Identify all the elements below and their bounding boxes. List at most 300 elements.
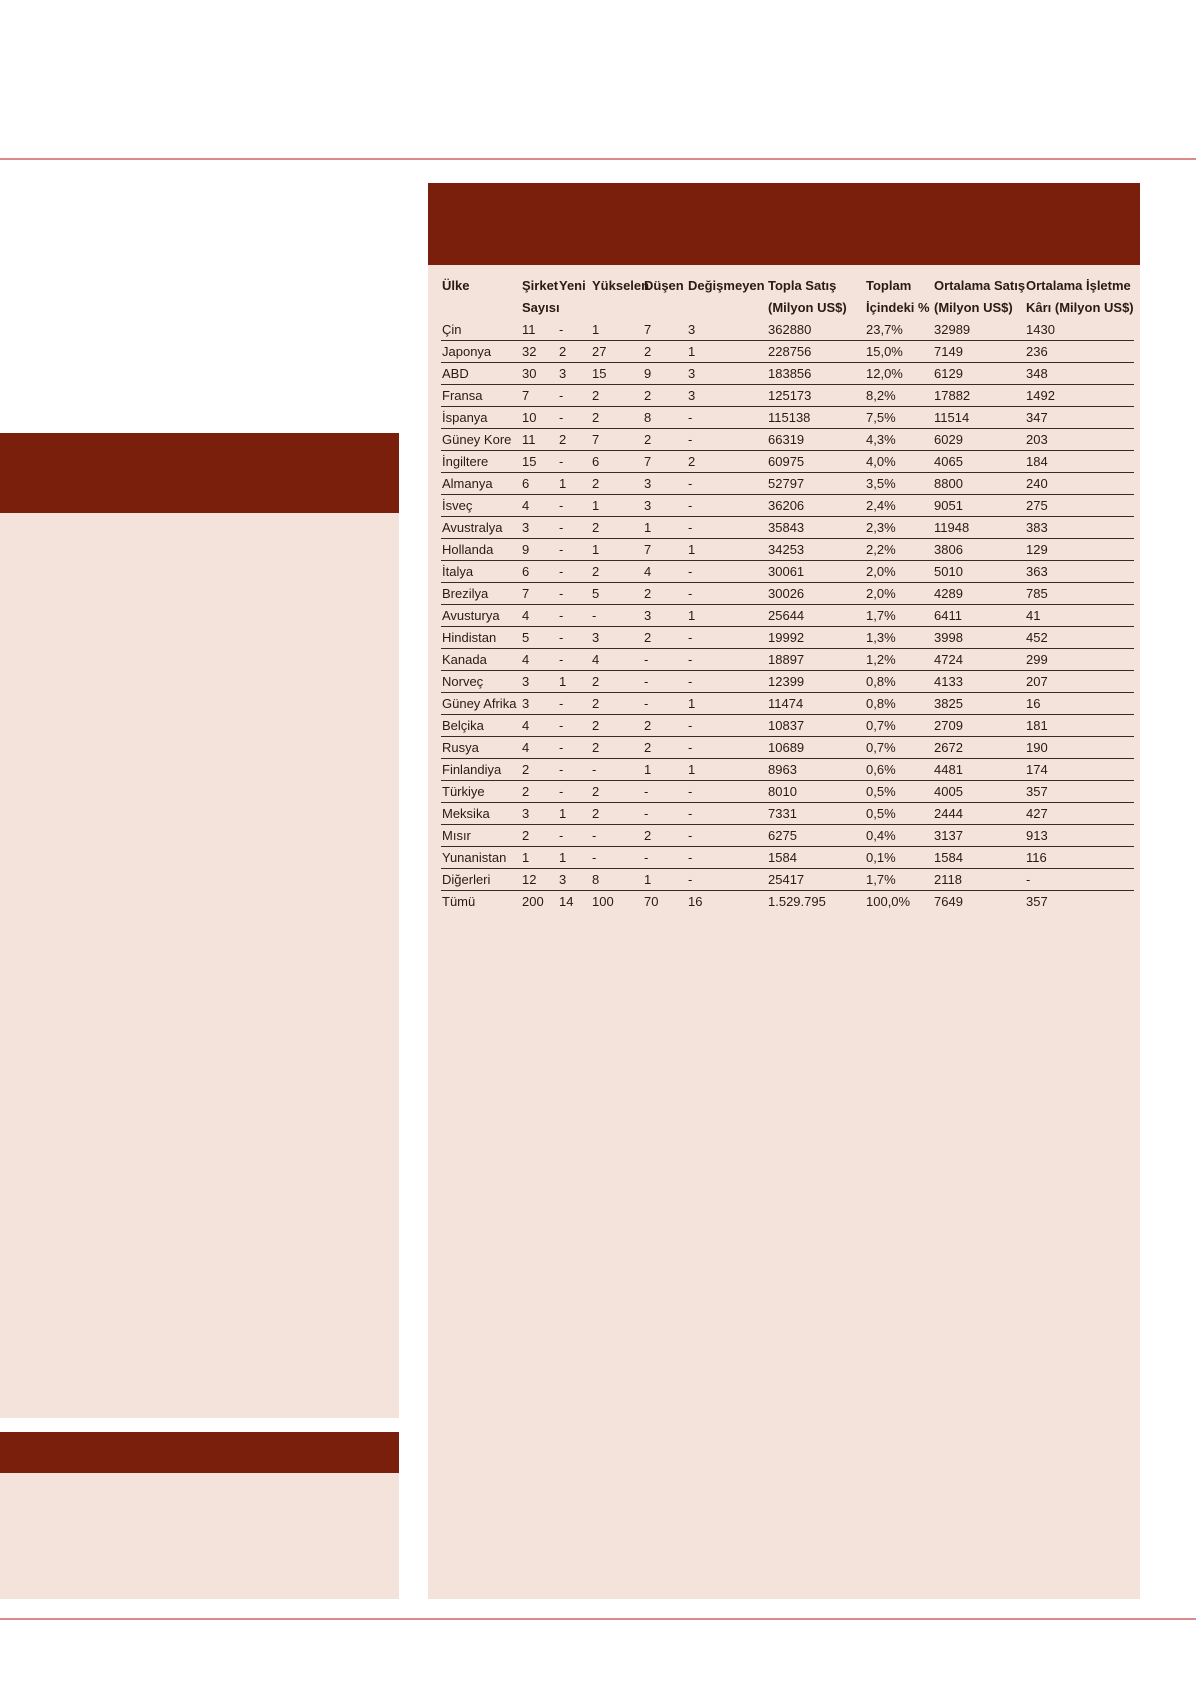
cell-total-sales: 52797 (767, 473, 865, 495)
column-header-line: (Milyon US$) (768, 300, 847, 315)
cell-unchanged: - (687, 561, 767, 583)
cell-average-operating-profit: 203 (1025, 429, 1134, 451)
cell-unchanged: - (687, 583, 767, 605)
table-row (441, 495, 1134, 517)
cell-rising: 1 (591, 495, 643, 517)
cell-rising: 2 (591, 693, 643, 715)
bottom-divider (0, 1618, 1196, 1620)
cell-new: - (558, 825, 591, 847)
column-header-line: Ülke (442, 278, 470, 293)
cell-total-sales: 35843 (767, 517, 865, 539)
table-row (441, 825, 1134, 847)
cell-average-operating-profit: 116 (1025, 847, 1134, 869)
table-row (441, 341, 1134, 363)
cell-share-of-total: 2,3% (865, 517, 933, 539)
cell-country: Yunanistan (441, 847, 521, 869)
cell-rising: - (591, 759, 643, 781)
cell-average-sales: 6029 (933, 429, 1025, 451)
cell-falling: 2 (643, 385, 687, 407)
cell-share-of-total: 4,0% (865, 451, 933, 473)
cell-falling: - (643, 671, 687, 693)
cell-country: Diğerleri (441, 869, 521, 891)
cell-share-of-total: 0,4% (865, 825, 933, 847)
cell-total-sales: 10837 (767, 715, 865, 737)
cell-average-operating-profit: 181 (1025, 715, 1134, 737)
cell-rising: 15 (591, 363, 643, 385)
cell-total-sales: 66319 (767, 429, 865, 451)
cell-company-count: 200 (522, 894, 544, 909)
column-header-line: Şirket (522, 278, 559, 293)
cell-average-sales: 3998 (933, 627, 1025, 649)
cell-new: - (558, 517, 591, 539)
cell-unchanged: 2 (687, 451, 767, 473)
cell-average-sales: 3137 (933, 825, 1025, 847)
cell-unchanged: 16 (688, 894, 703, 909)
cell-average-sales: 7649 (934, 894, 963, 909)
column-header-total-sales (767, 275, 865, 319)
cell-unchanged: - (687, 781, 767, 803)
cell-average-operating-profit: 1492 (1025, 385, 1134, 407)
cell-total-sales: 18897 (767, 649, 865, 671)
table-row (441, 539, 1134, 561)
cell-new: 14 (559, 894, 574, 909)
cell-country: Rusya (441, 737, 521, 759)
cell-unchanged: - (687, 847, 767, 869)
cell-average-sales: 6411 (933, 605, 1025, 627)
cell-company-count: 10 (521, 407, 558, 429)
cell-company-count: 4 (521, 495, 558, 517)
cell-rising: 1 (591, 319, 643, 341)
cell-new: - (558, 781, 591, 803)
cell-new: 1 (558, 671, 591, 693)
cell-average-sales: 3825 (933, 693, 1025, 715)
cell-country: Hindistan (441, 627, 521, 649)
cell-total-sales: 25644 (767, 605, 865, 627)
cell-average-operating-profit: 16 (1025, 693, 1134, 715)
cell-company-count: 1 (521, 847, 558, 869)
column-header-falling (643, 275, 687, 319)
cell-average-sales: 9051 (933, 495, 1025, 517)
cell-country: Türkiye (441, 781, 521, 803)
cell-average-sales: 11948 (933, 517, 1025, 539)
cell-average-sales: 2444 (933, 803, 1025, 825)
cell-average-sales: 4289 (933, 583, 1025, 605)
cell-total-sales: 362880 (767, 319, 865, 341)
cell-falling: 7 (643, 319, 687, 341)
cell-total-sales: 1584 (767, 847, 865, 869)
cell-average-operating-profit: 275 (1025, 495, 1134, 517)
cell-average-operating-profit: 347 (1025, 407, 1134, 429)
cell-total-sales: 183856 (767, 363, 865, 385)
cell-total-sales: 1.529.795 (768, 894, 826, 909)
cell-rising: 2 (591, 561, 643, 583)
cell-company-count: 4 (521, 715, 558, 737)
cell-average-operating-profit: 41 (1025, 605, 1134, 627)
column-header-line: Kârı (Milyon US$) (1026, 300, 1134, 315)
cell-unchanged: 1 (687, 759, 767, 781)
cell-share-of-total: 2,4% (865, 495, 933, 517)
cell-rising: 2 (591, 737, 643, 759)
cell-average-sales: 8800 (933, 473, 1025, 495)
sidebar-panel-main-header-band (0, 433, 399, 513)
cell-falling: 2 (643, 583, 687, 605)
cell-falling: 9 (643, 363, 687, 385)
cell-average-sales: 2118 (933, 869, 1025, 891)
cell-country: Fransa (441, 385, 521, 407)
cell-new: 1 (558, 473, 591, 495)
cell-share-of-total: 0,6% (865, 759, 933, 781)
cell-average-operating-profit: 363 (1025, 561, 1134, 583)
cell-share-of-total: 0,8% (865, 671, 933, 693)
cell-average-operating-profit: 785 (1025, 583, 1134, 605)
cell-new: 3 (558, 869, 591, 891)
cell-unchanged: 1 (687, 539, 767, 561)
cell-country: Japonya (441, 341, 521, 363)
cell-unchanged: - (687, 429, 767, 451)
cell-falling: 1 (643, 759, 687, 781)
cell-falling: 3 (643, 605, 687, 627)
column-header-line: Topla Satış (768, 278, 837, 293)
cell-total-sales: 60975 (767, 451, 865, 473)
cell-average-operating-profit: 129 (1025, 539, 1134, 561)
header-row (441, 275, 1134, 319)
cell-country: Belçika (441, 715, 521, 737)
cell-company-count: 15 (521, 451, 558, 473)
cell-company-count: 32 (521, 341, 558, 363)
column-header-line: Sayısı (522, 300, 560, 315)
cell-average-sales: 1584 (933, 847, 1025, 869)
cell-rising: - (591, 847, 643, 869)
cell-rising: 2 (591, 473, 643, 495)
table-row (441, 429, 1134, 451)
cell-company-count: 3 (521, 517, 558, 539)
cell-total-sales: 11474 (767, 693, 865, 715)
cell-rising: 8 (591, 869, 643, 891)
cell-falling: 1 (643, 869, 687, 891)
sidebar-panel-main (0, 433, 399, 1418)
cell-company-count: 4 (521, 649, 558, 671)
cell-total-sales: 36206 (767, 495, 865, 517)
cell-unchanged: 1 (687, 693, 767, 715)
cell-rising: - (591, 825, 643, 847)
cell-country: Mısır (441, 825, 521, 847)
cell-falling: 70 (644, 894, 659, 909)
cell-rising: 4 (591, 649, 643, 671)
cell-average-sales: 4481 (933, 759, 1025, 781)
cell-average-operating-profit: 1430 (1025, 319, 1134, 341)
cell-country: İsveç (441, 495, 521, 517)
column-header-line: Ortalama İşletme (1026, 278, 1131, 293)
cell-new: - (558, 407, 591, 429)
cell-company-count: 3 (521, 671, 558, 693)
cell-share-of-total: 23,7% (865, 319, 933, 341)
table-row (441, 407, 1134, 429)
cell-falling: 3 (643, 473, 687, 495)
table-row (441, 583, 1134, 605)
cell-unchanged: - (687, 627, 767, 649)
cell-country: Güney Afrika (441, 693, 521, 715)
top-divider (0, 158, 1196, 160)
cell-average-operating-profit: 299 (1025, 649, 1134, 671)
cell-falling: 1 (643, 517, 687, 539)
cell-total-sales: 30061 (767, 561, 865, 583)
cell-unchanged: - (687, 737, 767, 759)
cell-falling: - (643, 693, 687, 715)
cell-country: İspanya (441, 407, 521, 429)
cell-falling: - (643, 847, 687, 869)
cell-new: - (558, 583, 591, 605)
cell-rising: 2 (591, 715, 643, 737)
cell-company-count: 7 (521, 385, 558, 407)
cell-share-of-total: 1,7% (865, 605, 933, 627)
cell-new: - (558, 693, 591, 715)
cell-falling: 2 (643, 341, 687, 363)
cell-share-of-total: 3,5% (865, 473, 933, 495)
cell-country: Hollanda (441, 539, 521, 561)
cell-average-sales: 2672 (933, 737, 1025, 759)
cell-unchanged: - (687, 803, 767, 825)
cell-country: ABD (441, 363, 521, 385)
table-row (441, 473, 1134, 495)
cell-country: İngiltere (441, 451, 521, 473)
cell-falling: 4 (643, 561, 687, 583)
cell-share-of-total: 8,2% (865, 385, 933, 407)
cell-rising: 2 (591, 407, 643, 429)
cell-total-sales: 115138 (767, 407, 865, 429)
table-row (441, 385, 1134, 407)
sidebar-panel-secondary (0, 1432, 399, 1599)
cell-company-count: 4 (521, 737, 558, 759)
cell-rising: 1 (591, 539, 643, 561)
column-header-line: Ortalama Satış (934, 278, 1026, 293)
cell-total-sales: 8963 (767, 759, 865, 781)
cell-country: Avustralya (441, 517, 521, 539)
table-head (441, 275, 1134, 319)
cell-share-of-total: 1,3% (865, 627, 933, 649)
cell-company-count: 2 (521, 759, 558, 781)
cell-company-count: 5 (521, 627, 558, 649)
cell-falling: 2 (643, 737, 687, 759)
cell-company-count: 7 (521, 583, 558, 605)
cell-average-operating-profit: 174 (1025, 759, 1134, 781)
cell-new: 3 (558, 363, 591, 385)
cell-new: 1 (558, 847, 591, 869)
cell-unchanged: 3 (687, 363, 767, 385)
cell-company-count: 11 (521, 319, 558, 341)
cell-country: İtalya (441, 561, 521, 583)
column-header-new (558, 275, 591, 319)
cell-total-sales: 6275 (767, 825, 865, 847)
table-row (441, 759, 1134, 781)
cell-share-of-total: 1,7% (865, 869, 933, 891)
cell-unchanged: - (687, 473, 767, 495)
cell-new: - (558, 715, 591, 737)
cell-country: Meksika (441, 803, 521, 825)
cell-total-sales: 10689 (767, 737, 865, 759)
cell-share-of-total: 15,0% (865, 341, 933, 363)
cell-total-sales: 228756 (767, 341, 865, 363)
cell-falling: 7 (643, 539, 687, 561)
column-header-average-sales (933, 275, 1025, 319)
cell-new: - (558, 649, 591, 671)
cell-unchanged: - (687, 869, 767, 891)
cell-new: - (558, 539, 591, 561)
cell-falling: 3 (643, 495, 687, 517)
column-header-unchanged (687, 275, 767, 319)
cell-unchanged: - (687, 825, 767, 847)
cell-country: Tümü (442, 894, 476, 909)
cell-share-of-total: 2,0% (865, 561, 933, 583)
cell-average-operating-profit: 357 (1026, 894, 1048, 909)
cell-unchanged: - (687, 407, 767, 429)
cell-rising: 2 (591, 803, 643, 825)
sidebar-panel-secondary-header-band (0, 1432, 399, 1473)
cell-share-of-total: 12,0% (865, 363, 933, 385)
cell-new: - (558, 605, 591, 627)
table-row (441, 715, 1134, 737)
column-header-line: İçindeki % (866, 300, 930, 315)
cell-average-operating-profit: 383 (1025, 517, 1134, 539)
cell-falling: 2 (643, 627, 687, 649)
table-header-band (428, 183, 1140, 265)
country-statistics-table (441, 275, 1134, 912)
cell-unchanged: 1 (687, 605, 767, 627)
cell-average-sales: 11514 (933, 407, 1025, 429)
cell-share-of-total: 0,5% (865, 781, 933, 803)
cell-country: Finlandiya (441, 759, 521, 781)
cell-new: - (558, 759, 591, 781)
cell-country: Kanada (441, 649, 521, 671)
cell-company-count: 2 (521, 781, 558, 803)
table-row (441, 319, 1134, 341)
cell-unchanged: 3 (687, 319, 767, 341)
cell-falling: 2 (643, 429, 687, 451)
cell-unchanged: - (687, 649, 767, 671)
cell-average-operating-profit: 240 (1025, 473, 1134, 495)
cell-rising: 7 (591, 429, 643, 451)
cell-share-of-total: 1,2% (865, 649, 933, 671)
cell-unchanged: 3 (687, 385, 767, 407)
table-row (441, 803, 1134, 825)
cell-new: - (558, 627, 591, 649)
cell-falling: - (643, 803, 687, 825)
cell-new: 2 (558, 341, 591, 363)
cell-total-sales: 8010 (767, 781, 865, 803)
table-row (441, 737, 1134, 759)
table-row (441, 869, 1134, 891)
cell-average-operating-profit: 184 (1025, 451, 1134, 473)
table-row (441, 847, 1134, 869)
table-row-total (441, 891, 1134, 913)
table-row (441, 627, 1134, 649)
cell-rising: 100 (592, 894, 614, 909)
cell-country: Almanya (441, 473, 521, 495)
cell-average-operating-profit: 348 (1025, 363, 1134, 385)
cell-total-sales: 19992 (767, 627, 865, 649)
cell-share-of-total: 2,2% (865, 539, 933, 561)
cell-average-operating-profit: - (1025, 869, 1134, 891)
cell-unchanged: 1 (687, 341, 767, 363)
cell-company-count: 3 (521, 693, 558, 715)
cell-unchanged: - (687, 495, 767, 517)
cell-falling: - (643, 649, 687, 671)
cell-rising: 6 (591, 451, 643, 473)
cell-average-sales: 6129 (933, 363, 1025, 385)
cell-average-operating-profit: 207 (1025, 671, 1134, 693)
column-header-share-of-total (865, 275, 933, 319)
table-row (441, 781, 1134, 803)
cell-rising: 2 (591, 671, 643, 693)
column-header-line: Düşen (644, 278, 684, 293)
cell-unchanged: - (687, 671, 767, 693)
table-row (441, 451, 1134, 473)
cell-company-count: 6 (521, 561, 558, 583)
cell-new: - (558, 495, 591, 517)
cell-unchanged: - (687, 715, 767, 737)
table-row (441, 363, 1134, 385)
cell-rising: 5 (591, 583, 643, 605)
cell-average-operating-profit: 427 (1025, 803, 1134, 825)
table-body (441, 319, 1134, 912)
cell-falling: 2 (643, 715, 687, 737)
table-panel (428, 183, 1140, 1599)
cell-average-sales: 4724 (933, 649, 1025, 671)
cell-average-sales: 3806 (933, 539, 1025, 561)
cell-average-operating-profit: 236 (1025, 341, 1134, 363)
cell-average-sales: 17882 (933, 385, 1025, 407)
cell-share-of-total: 0,1% (865, 847, 933, 869)
cell-country: Avusturya (441, 605, 521, 627)
cell-unchanged: - (687, 517, 767, 539)
cell-share-of-total: 0,7% (865, 715, 933, 737)
cell-share-of-total: 0,7% (865, 737, 933, 759)
cell-rising: 2 (591, 781, 643, 803)
cell-rising: 27 (591, 341, 643, 363)
cell-new: 2 (558, 429, 591, 451)
table-row (441, 693, 1134, 715)
cell-share-of-total: 0,5% (865, 803, 933, 825)
cell-falling: 8 (643, 407, 687, 429)
cell-new: - (558, 737, 591, 759)
cell-company-count: 3 (521, 803, 558, 825)
cell-new: - (558, 319, 591, 341)
table-row (441, 561, 1134, 583)
cell-total-sales: 30026 (767, 583, 865, 605)
column-header-line: Yeni (559, 278, 586, 293)
cell-total-sales: 34253 (767, 539, 865, 561)
cell-rising: 2 (591, 517, 643, 539)
column-header-company-count (521, 275, 558, 319)
cell-company-count: 2 (521, 825, 558, 847)
cell-average-sales: 4133 (933, 671, 1025, 693)
cell-falling: 7 (643, 451, 687, 473)
column-header-rising (591, 275, 650, 319)
cell-falling: 2 (643, 825, 687, 847)
cell-average-sales: 32989 (933, 319, 1025, 341)
table-row (441, 671, 1134, 693)
column-header-line: Yükselen (592, 278, 650, 293)
cell-new: 1 (558, 803, 591, 825)
cell-rising: 3 (591, 627, 643, 649)
cell-average-sales: 2709 (933, 715, 1025, 737)
cell-share-of-total: 4,3% (865, 429, 933, 451)
cell-total-sales: 7331 (767, 803, 865, 825)
cell-country: Brezilya (441, 583, 521, 605)
column-header-line: (Milyon US$) (934, 300, 1013, 315)
cell-average-operating-profit: 913 (1025, 825, 1134, 847)
cell-average-sales: 5010 (933, 561, 1025, 583)
cell-company-count: 9 (521, 539, 558, 561)
